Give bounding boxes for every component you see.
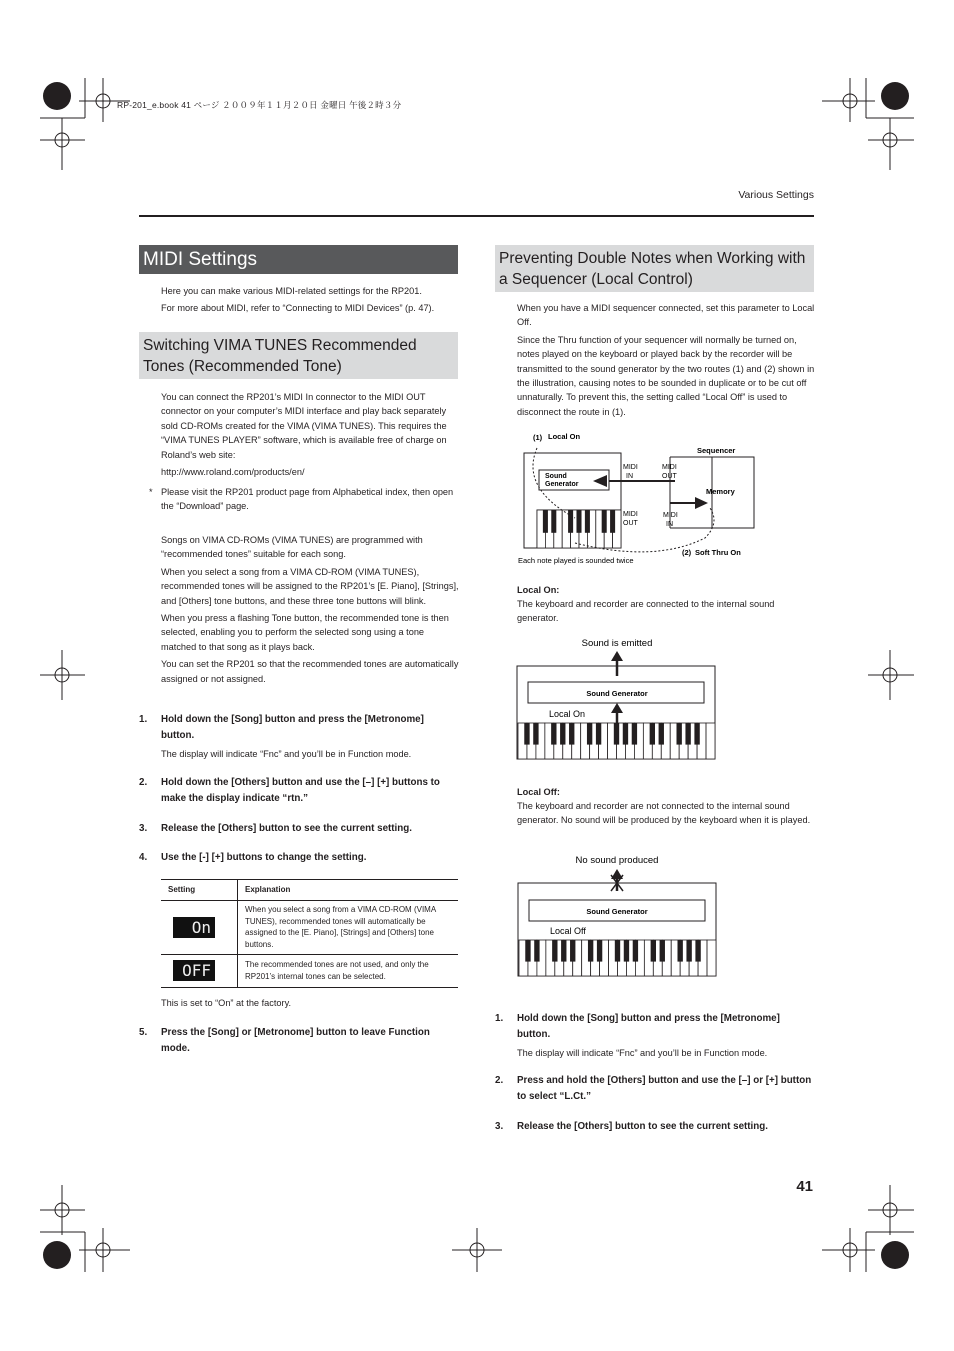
black-key — [686, 940, 691, 962]
step-number: 3. — [139, 823, 148, 834]
local-on-text: The keyboard and recorder are connected to the internal sound generator. — [517, 599, 775, 624]
black-key — [587, 723, 592, 745]
local-off-diagram — [515, 851, 720, 986]
local-on-heading: Local On: — [517, 585, 560, 595]
left-step-5 — [139, 1025, 451, 1057]
local-on-diagram — [515, 633, 720, 773]
right-step-2 — [495, 1073, 815, 1105]
black-key — [551, 510, 556, 533]
memory-label: Memory — [706, 487, 735, 496]
black-key — [633, 940, 638, 962]
no-sound-label: No sound produced — [575, 855, 659, 866]
paragraph: When you select a song from a VIMA CD-ROM (VIMA TUNES), recommended tones will be assigned to the RP201’s [E. Piano], [Strings], and [Others] tone buttons, and these three tone buttons will blink. — [161, 566, 459, 606]
black-key — [552, 940, 557, 962]
download-note — [149, 485, 459, 514]
table-cell: When you select a song from a VIMA CD-ROM (VIMA TUNES), recommended tones will automatically be assigned to the [E. Piano], [Strings] and [Others] tone buttons. — [238, 900, 459, 954]
black-key — [650, 723, 655, 745]
black-key — [596, 723, 601, 745]
step-number: 2. — [139, 777, 148, 788]
paragraph: When you have a MIDI sequencer connected, set this parameter to Local Off. — [517, 303, 815, 328]
header-rule — [139, 215, 814, 217]
black-key — [585, 510, 590, 533]
midi-in-top-1: MIDI — [623, 464, 638, 471]
step-text: Press the [Song] or [Metronome] button to leave Function mode. — [161, 1027, 430, 1054]
midi-in-bottom-1: MIDI — [663, 512, 678, 519]
black-key — [632, 723, 637, 745]
step-number: 3. — [495, 1121, 504, 1132]
soft-thru-label: Soft Thru On — [695, 548, 741, 557]
black-key — [534, 940, 539, 962]
right-step-3 — [495, 1119, 815, 1135]
black-key — [561, 940, 566, 962]
midi-intro — [161, 284, 459, 319]
step-number: 5. — [139, 1027, 148, 1038]
black-key — [576, 510, 581, 533]
left-step-2 — [139, 775, 441, 807]
black-key — [524, 723, 529, 745]
black-key — [560, 723, 565, 745]
vima-paras-1 — [161, 390, 459, 482]
step-text: Hold down the [Song] button and press the [Metronome] button. — [161, 714, 424, 741]
black-key — [568, 510, 573, 533]
step-note: The display will indicate “Fnc” and you’ll be in Function mode. — [161, 749, 412, 759]
local-on-diagram-label: Local On — [549, 709, 586, 719]
white-key — [707, 940, 716, 976]
table-cell: The recommended tones are not used, and only the RP201’s internal tones can be selected. — [238, 954, 459, 987]
midi-out-top-1: MIDI — [662, 464, 677, 471]
black-key — [676, 723, 681, 745]
sequencer-diagram — [515, 428, 765, 568]
vima-paras-2 — [161, 533, 459, 689]
keyboard-1 — [537, 510, 621, 548]
paragraph: You can set the RP201 so that the recommended tones are automatically assigned or not assigned. — [161, 659, 459, 684]
factory-note: This is set to “On” at the factory. — [161, 998, 292, 1008]
black-key — [597, 940, 602, 962]
table-row — [161, 900, 458, 954]
step-text: Release the [Others] button to see the current setting. — [161, 823, 412, 834]
right-step-1 — [495, 1011, 815, 1060]
roland-url: http://www.roland.com/products/en/ — [161, 467, 305, 478]
file-header: RP-201_e.book 41 ページ ２００９年１１月２０日 金曜日 午後２時３分 — [117, 100, 402, 110]
local-off-text: The keyboard and recorder are not connected to the internal sound generator. No sound will be produced by the keyboard when it is played. — [517, 801, 811, 826]
black-key — [623, 723, 628, 745]
step-note: The display will indicate “Fnc” and you’ll be in Function mode. — [517, 1048, 768, 1058]
table-header-row — [161, 880, 458, 901]
route-2-label: (2) — [682, 548, 692, 557]
local-control-title: Preventing Double Notes when Working with a Sequencer (Local Control) — [495, 245, 814, 292]
step-text: Press and hold the [Others] button and use the [–] or [+] button to select “L.Ct.” — [517, 1075, 812, 1102]
black-key — [610, 510, 615, 533]
step-number: 1. — [139, 714, 148, 725]
midi-settings-title: MIDI Settings — [139, 245, 458, 274]
sound-label: Sound — [545, 473, 567, 480]
black-key — [551, 723, 556, 745]
step-text: Release the [Others] button to see the current setting. — [517, 1121, 768, 1132]
table-header: Explanation — [238, 880, 459, 901]
page-number: 41 — [796, 1178, 813, 1195]
diagram-caption: Each note played is sounded twice — [518, 556, 634, 565]
section-header: Various Settings — [738, 189, 814, 201]
white-key — [706, 723, 715, 759]
black-key — [533, 723, 538, 745]
black-key — [569, 723, 574, 745]
midi-out-bottom-1: MIDI — [623, 511, 638, 518]
note-text: Please visit the RP201 product page from Alphabetical index, then open the “Download” page. — [161, 487, 454, 512]
midi-out-bottom-2: OUT — [623, 520, 638, 527]
local-on-label: Local On — [548, 432, 581, 441]
table-header: Setting — [161, 880, 238, 901]
midi-in-top-2: IN — [626, 473, 633, 480]
midi-in-bottom-2: IN — [666, 521, 673, 528]
black-key — [624, 940, 629, 962]
step-text: Hold down the [Song] button and press the [Metronome] button. — [517, 1013, 780, 1040]
black-key — [588, 940, 593, 962]
intro-line: Here you can make various MIDI-related settings for the RP201. — [161, 286, 422, 296]
black-key — [614, 723, 619, 745]
route-1-label: (1) — [533, 433, 543, 442]
left-step-1 — [139, 712, 459, 761]
paragraph: You can connect the RP201’s MIDI In connector to the MIDI OUT connector on your computer’s MIDI interface and play back separately sold CD-ROMs created for the VIMA (VIMA TUNES). This requires the “VIMA TUNES PLAYER” software, which is available free of charge on Roland’s web site: — [161, 392, 447, 460]
paragraph: When you press a flashing Tone button, the recommended tone is then selected, enabling you to perform the selected song using a tone matched to that song as it plays back. — [161, 613, 449, 652]
black-key — [570, 940, 575, 962]
black-key — [651, 940, 656, 962]
sound-generator-label: Sound Generator — [586, 689, 648, 698]
local-paras — [517, 301, 815, 422]
local-off-diagram-label: Local Off — [550, 926, 586, 936]
intro-line: For more about MIDI, refer to “Connecting to MIDI Devices” (p. 47). — [161, 303, 435, 314]
black-key — [677, 940, 682, 962]
step-text: Use the [-] [+] buttons to change the setting. — [161, 852, 367, 863]
sound-generator-label: Sound Generator — [586, 907, 648, 916]
black-key — [660, 940, 665, 962]
black-key — [615, 940, 620, 962]
table-row — [161, 954, 458, 987]
black-key — [694, 723, 699, 745]
black-key — [525, 940, 530, 962]
generator-label: Generator — [545, 481, 579, 488]
note-asterisk: * — [149, 487, 153, 497]
paragraph: Songs on VIMA CD-ROMs (VIMA TUNES) are programmed with “recommended tones” suitable for each song. — [161, 535, 423, 560]
left-step-4 — [139, 850, 459, 866]
black-key — [602, 510, 607, 533]
sequencer-label: Sequencer — [697, 446, 736, 455]
step-number: 1. — [495, 1013, 504, 1024]
setting-table — [161, 879, 458, 988]
step-number: 2. — [495, 1075, 504, 1086]
sound-emitted-label: Sound is emitted — [581, 638, 653, 649]
display-on: On — [173, 917, 215, 938]
black-key — [659, 723, 664, 745]
step-text: Hold down the [Others] button and use the [–] [+] buttons to make the display indicate “rtn.” — [161, 777, 440, 804]
black-key — [685, 723, 690, 745]
black-key — [695, 940, 700, 962]
local-off-heading: Local Off: — [517, 787, 560, 797]
left-step-3 — [139, 821, 459, 837]
display-off: OFF — [173, 960, 215, 981]
midi-out-top-2: OUT — [662, 473, 677, 480]
vima-subtitle: Switching VIMA TUNES Recommended Tones (Recommended Tone) — [139, 332, 458, 379]
black-key — [543, 510, 548, 533]
step-number: 4. — [139, 852, 148, 863]
paragraph: Since the Thru function of your sequencer will normally be turned on, notes played on the keyboard or played back by the recorder will be transmitted to the sound generator by the two routes (1) and (2) shown in the illustration, causing notes to be sounded in duplicate or to be cut off unnaturally. To prevent this, the setting called “Local Off” is used to disconnect the route in (1). — [517, 334, 815, 417]
